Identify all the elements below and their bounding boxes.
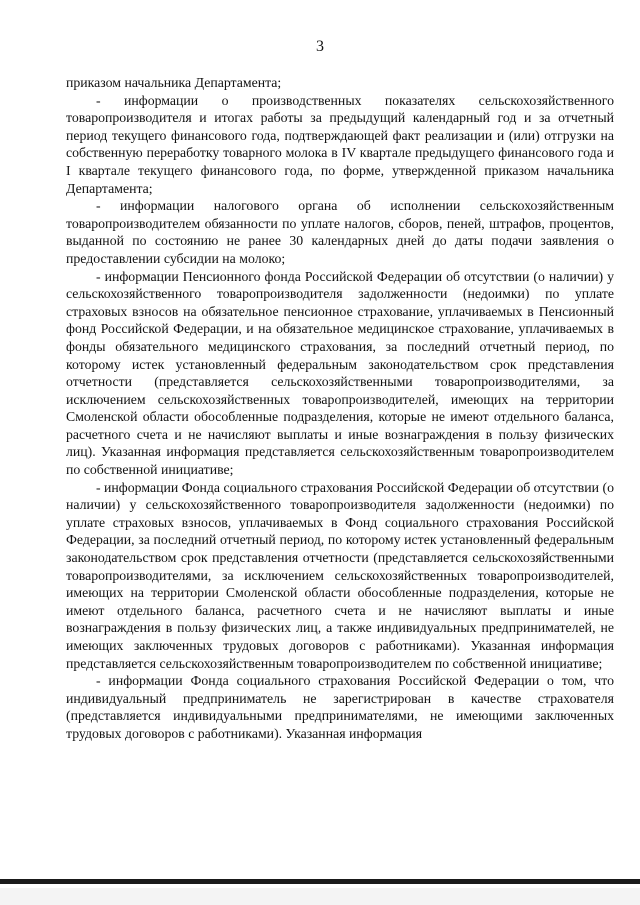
- scan-bottom-edge: [0, 888, 640, 905]
- paragraph: - информации Фонда социального страхования Российской Федерации о том, что индивидуальный предприниматель не зарегистрирован в качестве страхователя (представляется индивидуальными предпринимателями, не имеющими заключенных трудовых договоров с работниками). Указанная информация: [66, 673, 614, 741]
- page-number: 3: [316, 38, 324, 55]
- paragraph: - информации Пенсионного фонда Российской Федерации об отсутствии (о наличии) у сельскохозяйственного товаропроизводителя задолженности (недоимки) по уплате страховых взносов на обязательное пенсионное страхование, уплачиваемых в Пенсионный фонд Российской Федерации, и на обязательное медицинское страхование, уплачиваемых в фонды обязательного медицинского страхования, за последний отчетный период, по которому истек установленный федеральным законодательством срок представления отчетности (представляется сельскохозяйственными товаропроизводителями, за исключением сельскохозяйственных товаропроизводителей, имеющих на территории Смоленской области обособленные подразделения, которые не имеют отдельного баланса, расчетного счета и не начисляют выплаты и иные вознаграждения в пользу физических лиц). Указанная информация представляется сельскохозяйственным товаропроизводителем по собственной инициативе;: [66, 268, 614, 478]
- paragraph: - информации о производственных показателях сельскохозяйственного товаропроизводителя и итогах работы за предыдущий календарный год и за отчетный период текущего финансового года, подтверждающей факт реализации и (или) отгрузки на собственную переработку товарного молока в IV квартале предыдущего финансового года и I квартале текущего финансового года, по форме, утвержденной приказом начальника Департамента;: [66, 92, 614, 196]
- paragraph: - информации Фонда социального страхования Российской Федерации об отсутствии (о наличии) у сельскохозяйственного товаропроизводителя задолженности (недоимки) по уплате страховых взносов, уплачиваемых в Фонд социального страхования Российской Федерации, за последний отчетный период, по которому истек установленный федеральным законодательством срок представления отчетности (представляется сельскохозяйственными товаропроизводителями, за исключением сельскохозяйственных товаропроизводителей, имеющих на территории Смоленской области обособленные подразделения, которые не имеют отдельного баланса, расчетного счета и не начисляют выплаты и иные вознаграждения в пользу физических лиц, а также индивидуальных предпринимателей, не имеющих заключенных трудовых договоров с работниками). Указанная информация представляется сельскохозяйственным товаропроизводителем по собственной инициативе;: [66, 479, 615, 671]
- scan-border-line: [0, 879, 640, 884]
- paragraph: - информации налогового органа об исполнении сельскохозяйственным товаропроизводителем обязанности по уплате налогов, сборов, пеней, штрафов, процентов, выданной по состоянию не ранее 30 календарных дней до даты подачи заявления о предоставлении субсидии на молоко;: [66, 198, 614, 266]
- document-body: [66, 74, 614, 743]
- paragraph: приказом начальника Департамента;: [66, 75, 282, 90]
